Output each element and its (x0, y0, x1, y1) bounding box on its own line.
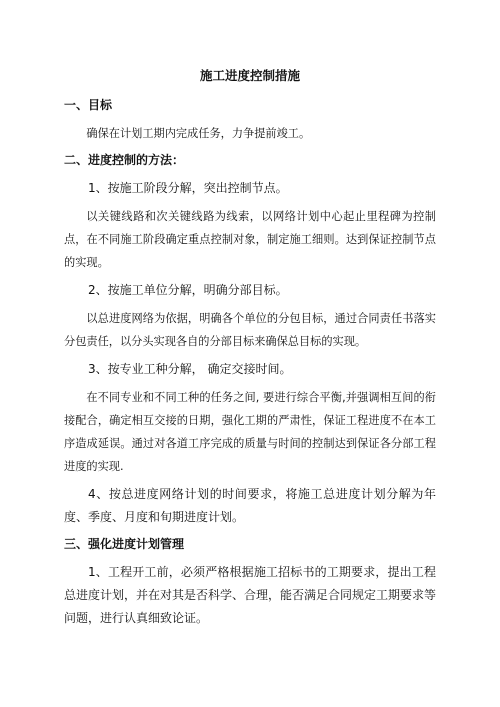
subheading-method-4: 4、按总进度网络计划的时间要求，将施工总进度计划分解为年度、季度、月度和旬期进度计划。 (64, 487, 436, 524)
document-title: 施工进度控制措施 (199, 68, 300, 83)
paragraph-method-1: 以关键线路和次关键线路为线索，以网络计划中心起止里程碑为控制点，在不同施工阶段确定重点控制对象，制定施工细则。达到保证控制节点的实现。 (64, 210, 436, 269)
section-heading-methods: 二、进度控制的方法： (64, 153, 185, 167)
paragraph-goal: 确保在计划工期内完成任务，力争提前竣工。 (86, 127, 311, 140)
section-heading-goal: 一、目标 (64, 98, 113, 112)
subheading-method-1: 1、按施工阶段分解，突出控制节点。 (88, 181, 288, 195)
subheading-method-3: 3、按专业工种分解， 确定交接时间。 (88, 362, 292, 376)
paragraph-method-3: 在不同专业和不同工种的任务之间, 要进行综合平衡,并强调相互间的衔接配合，确定相互交接的日期，强化工期的严肃性，保证工程进度不在本工序造成延误。通过对各道工序完成的质量与时间的控制达到保证各分部工程进度的实现. (64, 391, 436, 473)
section-heading-management: 三、强化进度计划管理 (64, 537, 185, 551)
subheading-method-2: 2、按施工单位分解，明确分部目标。 (88, 283, 288, 297)
subheading-management-1: 1、工程开工前，必须严格根据施工招标书的工期要求，提出工程总进度计划，并在对其是否科学、合理，能否满足合同规定工期要求等问题，进行认真细致论证。 (64, 565, 437, 625)
paragraph-method-2: 以总进度网络为依据，明确各个单位的分包目标，通过合同责任书落实分包责任，以分头实现各自的分部目标来确保总目标的实现。 (64, 312, 436, 348)
